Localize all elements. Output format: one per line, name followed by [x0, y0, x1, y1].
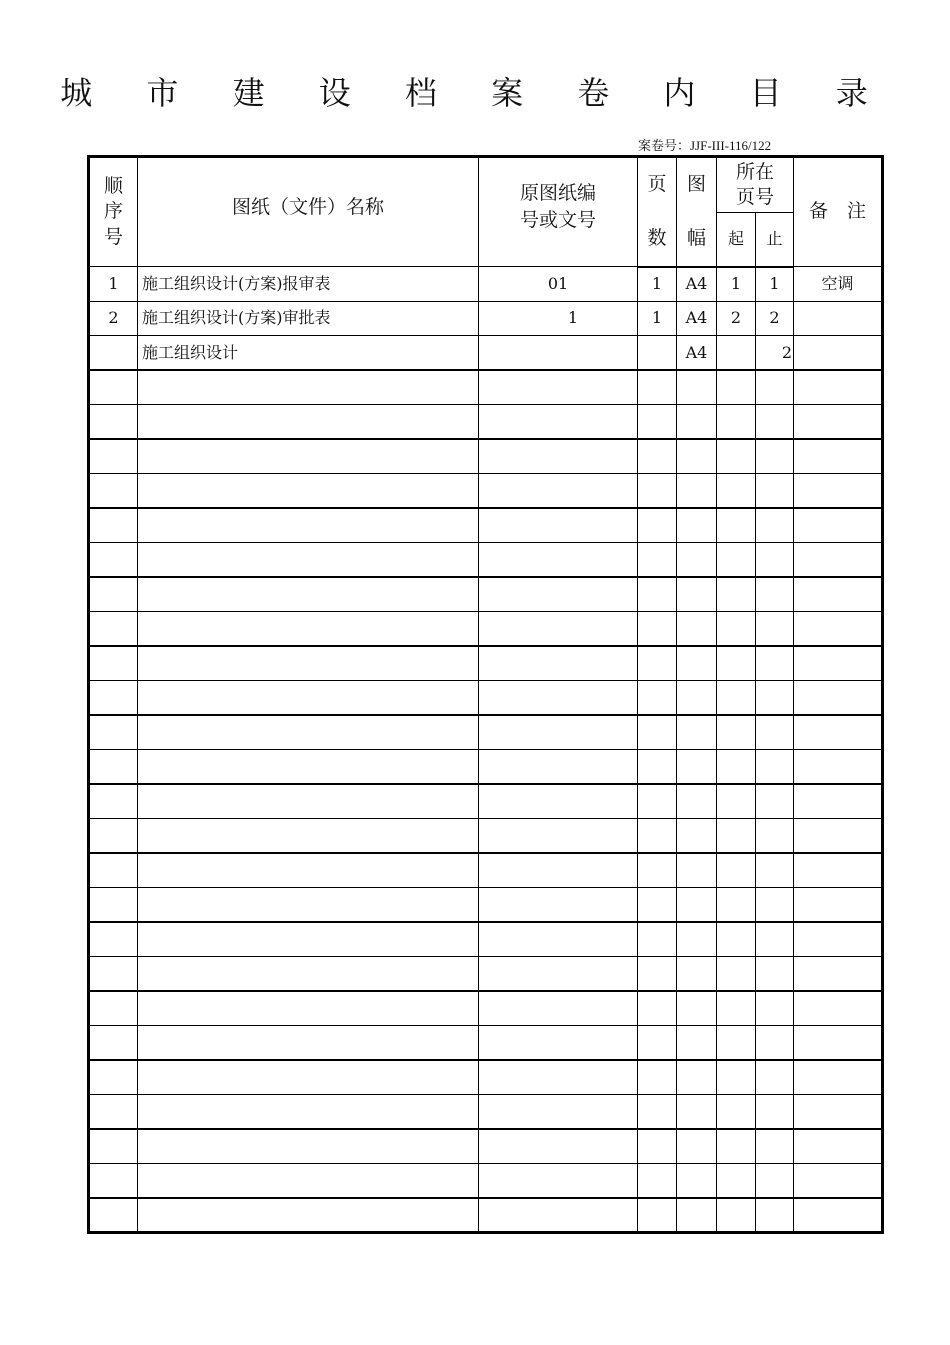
cell-pages — [638, 439, 677, 474]
cell-end — [756, 750, 794, 785]
cell-remark — [794, 957, 883, 992]
cell-orig-no — [479, 681, 638, 716]
cell-end — [756, 1060, 794, 1095]
cell-end — [756, 1095, 794, 1130]
cell-pages — [638, 508, 677, 543]
cell-seq — [89, 991, 138, 1026]
cell-size — [677, 370, 717, 405]
cell-start — [717, 991, 756, 1026]
header-start: 起 — [717, 213, 756, 267]
cell-remark — [794, 474, 883, 509]
cell-name — [138, 1060, 479, 1095]
cell-end — [756, 646, 794, 681]
cell-seq — [89, 1026, 138, 1061]
cell-size — [677, 1060, 717, 1095]
cell-size — [677, 612, 717, 647]
cell-orig-no — [479, 612, 638, 647]
cell-pages — [638, 543, 677, 578]
cell-start — [717, 1129, 756, 1164]
cell-seq — [89, 439, 138, 474]
table-row — [89, 405, 883, 440]
header-size-bottom: 幅 — [677, 213, 717, 267]
cell-end — [756, 1164, 794, 1199]
cell-pages — [638, 991, 677, 1026]
cell-orig-no — [479, 819, 638, 854]
cell-end — [756, 405, 794, 440]
header-size-top: 图 — [677, 157, 717, 213]
cell-orig-no — [479, 370, 638, 405]
cell-seq — [89, 715, 138, 750]
cell-name — [138, 612, 479, 647]
cell-seq — [89, 1060, 138, 1095]
cell-pages — [638, 715, 677, 750]
cell-seq — [89, 543, 138, 578]
cell-size — [677, 1164, 717, 1199]
header-remark: 备 注 — [794, 157, 883, 267]
cell-remark — [794, 1129, 883, 1164]
header-name: 图纸（文件）名称 — [138, 157, 479, 267]
cell-end — [756, 1129, 794, 1164]
table-row — [89, 1095, 883, 1130]
cell-start — [717, 1164, 756, 1199]
cell-orig-no — [479, 1026, 638, 1061]
cell-remark — [794, 1164, 883, 1199]
cell-size — [677, 888, 717, 923]
table-row — [89, 543, 883, 578]
cell-remark — [794, 370, 883, 405]
cell-remark — [794, 750, 883, 785]
cell-end: 2 — [756, 301, 794, 336]
table-row — [89, 336, 883, 371]
cell-size — [677, 715, 717, 750]
table-row — [89, 784, 883, 819]
cell-seq — [89, 922, 138, 957]
cell-pages — [638, 1198, 677, 1233]
cell-seq — [89, 681, 138, 716]
cell-end: 2 — [756, 336, 794, 371]
cell-orig-no — [479, 922, 638, 957]
cell-start — [717, 543, 756, 578]
cell-name — [138, 1198, 479, 1233]
cell-orig-no — [479, 1129, 638, 1164]
cell-remark — [794, 301, 883, 336]
cell-name — [138, 784, 479, 819]
table-row — [89, 957, 883, 992]
cell-end — [756, 715, 794, 750]
cell-start — [717, 474, 756, 509]
cell-name: 施工组织设计 — [138, 336, 479, 371]
cell-size — [677, 439, 717, 474]
header-row — [89, 157, 883, 213]
cell-seq — [89, 577, 138, 612]
cell-end — [756, 991, 794, 1026]
cell-size — [677, 1026, 717, 1061]
cell-size — [677, 819, 717, 854]
cell-start — [717, 957, 756, 992]
cell-remark — [794, 1060, 883, 1095]
table-row — [89, 888, 883, 923]
cell-seq — [89, 474, 138, 509]
cell-orig-no — [479, 888, 638, 923]
cell-orig-no: 01 — [479, 267, 638, 302]
cell-remark — [794, 1198, 883, 1233]
cell-size — [677, 577, 717, 612]
cell-seq — [89, 1095, 138, 1130]
cell-name: 施工组织设计(方案)审批表 — [138, 301, 479, 336]
cell-size — [677, 646, 717, 681]
table-row — [89, 922, 883, 957]
cell-remark: 空调 — [794, 267, 883, 302]
cell-start — [717, 1026, 756, 1061]
header-page-range: 所在 页号 — [717, 157, 794, 213]
cell-pages — [638, 370, 677, 405]
cell-name: 施工组织设计(方案)报审表 — [138, 267, 479, 302]
cell-end — [756, 370, 794, 405]
cell-start — [717, 646, 756, 681]
cell-remark — [794, 819, 883, 854]
cell-remark — [794, 439, 883, 474]
cell-remark — [794, 784, 883, 819]
cell-pages — [638, 922, 677, 957]
cell-orig-no — [479, 991, 638, 1026]
cell-size — [677, 957, 717, 992]
cell-end — [756, 1026, 794, 1061]
cell-seq — [89, 1129, 138, 1164]
table-row — [89, 1060, 883, 1095]
cell-orig-no — [479, 439, 638, 474]
cell-name — [138, 888, 479, 923]
cell-end — [756, 888, 794, 923]
table-row — [89, 646, 883, 681]
cell-remark — [794, 715, 883, 750]
cell-start — [717, 681, 756, 716]
cell-seq — [89, 405, 138, 440]
cell-remark — [794, 543, 883, 578]
cell-end — [756, 819, 794, 854]
cell-start — [717, 1060, 756, 1095]
cell-pages — [638, 888, 677, 923]
cell-orig-no — [479, 784, 638, 819]
cell-end — [756, 957, 794, 992]
header-orig-no: 原图纸编 号或文号 — [479, 157, 638, 267]
cell-seq — [89, 957, 138, 992]
table-row — [89, 508, 883, 543]
cell-end — [756, 612, 794, 647]
table-row — [89, 853, 883, 888]
cell-name — [138, 853, 479, 888]
table-row — [89, 819, 883, 854]
cell-orig-no — [479, 1060, 638, 1095]
cell-remark — [794, 888, 883, 923]
cell-orig-no — [479, 405, 638, 440]
cell-size — [677, 750, 717, 785]
cell-name — [138, 474, 479, 509]
cell-seq: 2 — [89, 301, 138, 336]
cell-start: 1 — [717, 267, 756, 302]
table-row — [89, 1129, 883, 1164]
cell-pages — [638, 612, 677, 647]
page-title: 城 市 建 设 档 案 卷 内 目 录 — [60, 74, 890, 112]
cell-pages — [638, 336, 677, 371]
table-row — [89, 1026, 883, 1061]
cell-pages — [638, 474, 677, 509]
cell-end — [756, 1198, 794, 1233]
table-row — [89, 715, 883, 750]
cell-name — [138, 1164, 479, 1199]
cell-seq — [89, 1164, 138, 1199]
cell-orig-no — [479, 750, 638, 785]
header-pages-bottom: 数 — [638, 213, 677, 267]
table-row — [89, 439, 883, 474]
cell-size — [677, 681, 717, 716]
cell-start — [717, 439, 756, 474]
cell-orig-no — [479, 957, 638, 992]
cell-seq — [89, 750, 138, 785]
cell-remark — [794, 991, 883, 1026]
cell-remark — [794, 922, 883, 957]
cell-start: 2 — [717, 301, 756, 336]
cell-start — [717, 784, 756, 819]
cell-remark — [794, 508, 883, 543]
cell-pages: 1 — [638, 267, 677, 302]
cell-seq — [89, 336, 138, 371]
cell-name — [138, 1026, 479, 1061]
cell-orig-no — [479, 543, 638, 578]
cell-start — [717, 888, 756, 923]
cell-orig-no — [479, 1095, 638, 1130]
cell-remark — [794, 1026, 883, 1061]
cell-end — [756, 508, 794, 543]
cell-pages — [638, 681, 677, 716]
cell-size: A4 — [677, 267, 717, 302]
cell-pages — [638, 577, 677, 612]
cell-orig-no — [479, 853, 638, 888]
cell-orig-no — [479, 715, 638, 750]
cell-orig-no — [479, 1164, 638, 1199]
cell-start — [717, 1198, 756, 1233]
table-row — [89, 1164, 883, 1199]
cell-start — [717, 508, 756, 543]
cell-remark — [794, 853, 883, 888]
cell-pages — [638, 1060, 677, 1095]
table-row — [89, 301, 883, 336]
cell-pages — [638, 646, 677, 681]
cell-end — [756, 784, 794, 819]
cell-start — [717, 750, 756, 785]
cell-name — [138, 922, 479, 957]
cell-pages — [638, 853, 677, 888]
cell-start — [717, 922, 756, 957]
table-row — [89, 267, 883, 302]
cell-name — [138, 508, 479, 543]
cell-size — [677, 405, 717, 440]
cell-size — [677, 853, 717, 888]
cell-end — [756, 474, 794, 509]
cell-name — [138, 819, 479, 854]
cell-pages — [638, 819, 677, 854]
cell-start — [717, 819, 756, 854]
cell-end — [756, 577, 794, 612]
cell-start — [717, 715, 756, 750]
cell-name — [138, 370, 479, 405]
cell-end — [756, 853, 794, 888]
cell-name — [138, 577, 479, 612]
cell-size: A4 — [677, 336, 717, 371]
cell-seq — [89, 370, 138, 405]
cell-name — [138, 1095, 479, 1130]
table-row — [89, 991, 883, 1026]
header-seq: 顺 序 号 — [89, 157, 138, 267]
cell-remark — [794, 336, 883, 371]
cell-remark — [794, 1095, 883, 1130]
cell-orig-no: 1 — [479, 301, 638, 336]
table-row — [89, 612, 883, 647]
cell-pages — [638, 1095, 677, 1130]
cell-name — [138, 715, 479, 750]
cell-end — [756, 681, 794, 716]
cell-remark — [794, 646, 883, 681]
cell-seq — [89, 612, 138, 647]
cell-size — [677, 508, 717, 543]
cell-size — [677, 543, 717, 578]
cell-orig-no — [479, 474, 638, 509]
cell-seq — [89, 646, 138, 681]
cell-size — [677, 1095, 717, 1130]
cell-size — [677, 991, 717, 1026]
cell-name — [138, 646, 479, 681]
cell-size — [677, 1129, 717, 1164]
cell-pages — [638, 750, 677, 785]
cell-start — [717, 336, 756, 371]
cell-name — [138, 439, 479, 474]
cell-end — [756, 543, 794, 578]
cell-start — [717, 612, 756, 647]
cell-pages — [638, 405, 677, 440]
cell-seq — [89, 784, 138, 819]
header-pages-top: 页 — [638, 157, 677, 213]
table-row — [89, 370, 883, 405]
cell-pages — [638, 1129, 677, 1164]
cell-start — [717, 405, 756, 440]
cell-seq — [89, 508, 138, 543]
cell-remark — [794, 577, 883, 612]
cell-orig-no — [479, 508, 638, 543]
cell-pages — [638, 957, 677, 992]
cell-size — [677, 922, 717, 957]
cell-name — [138, 405, 479, 440]
cell-pages — [638, 1164, 677, 1199]
cell-remark — [794, 612, 883, 647]
cell-orig-no — [479, 577, 638, 612]
cell-orig-no — [479, 1198, 638, 1233]
cell-start — [717, 577, 756, 612]
cell-name — [138, 991, 479, 1026]
cell-name — [138, 681, 479, 716]
cell-start — [717, 370, 756, 405]
cell-size — [677, 784, 717, 819]
cell-name — [138, 1129, 479, 1164]
cell-pages — [638, 784, 677, 819]
cell-start — [717, 1095, 756, 1130]
cell-seq — [89, 819, 138, 854]
cell-orig-no — [479, 646, 638, 681]
cell-name — [138, 543, 479, 578]
cell-seq — [89, 888, 138, 923]
cell-pages: 1 — [638, 301, 677, 336]
table-row — [89, 577, 883, 612]
cell-start — [717, 853, 756, 888]
cell-remark — [794, 405, 883, 440]
cell-size: A4 — [677, 301, 717, 336]
cell-seq: 1 — [89, 267, 138, 302]
cell-remark — [794, 681, 883, 716]
cell-size — [677, 1198, 717, 1233]
cell-end — [756, 439, 794, 474]
header-end: 止 — [756, 213, 794, 267]
cell-name — [138, 750, 479, 785]
cell-seq — [89, 853, 138, 888]
cell-seq — [89, 1198, 138, 1233]
archive-number: 案卷号：JJF-III-116/122 — [638, 138, 772, 153]
cell-orig-no — [479, 336, 638, 371]
cell-name — [138, 957, 479, 992]
table-row — [89, 1198, 883, 1233]
table-row — [89, 474, 883, 509]
cell-end: 1 — [756, 267, 794, 302]
cell-size — [677, 474, 717, 509]
table-row — [89, 750, 883, 785]
catalog-table — [87, 155, 884, 1234]
cell-end — [756, 922, 794, 957]
cell-pages — [638, 1026, 677, 1061]
table-row — [89, 681, 883, 716]
